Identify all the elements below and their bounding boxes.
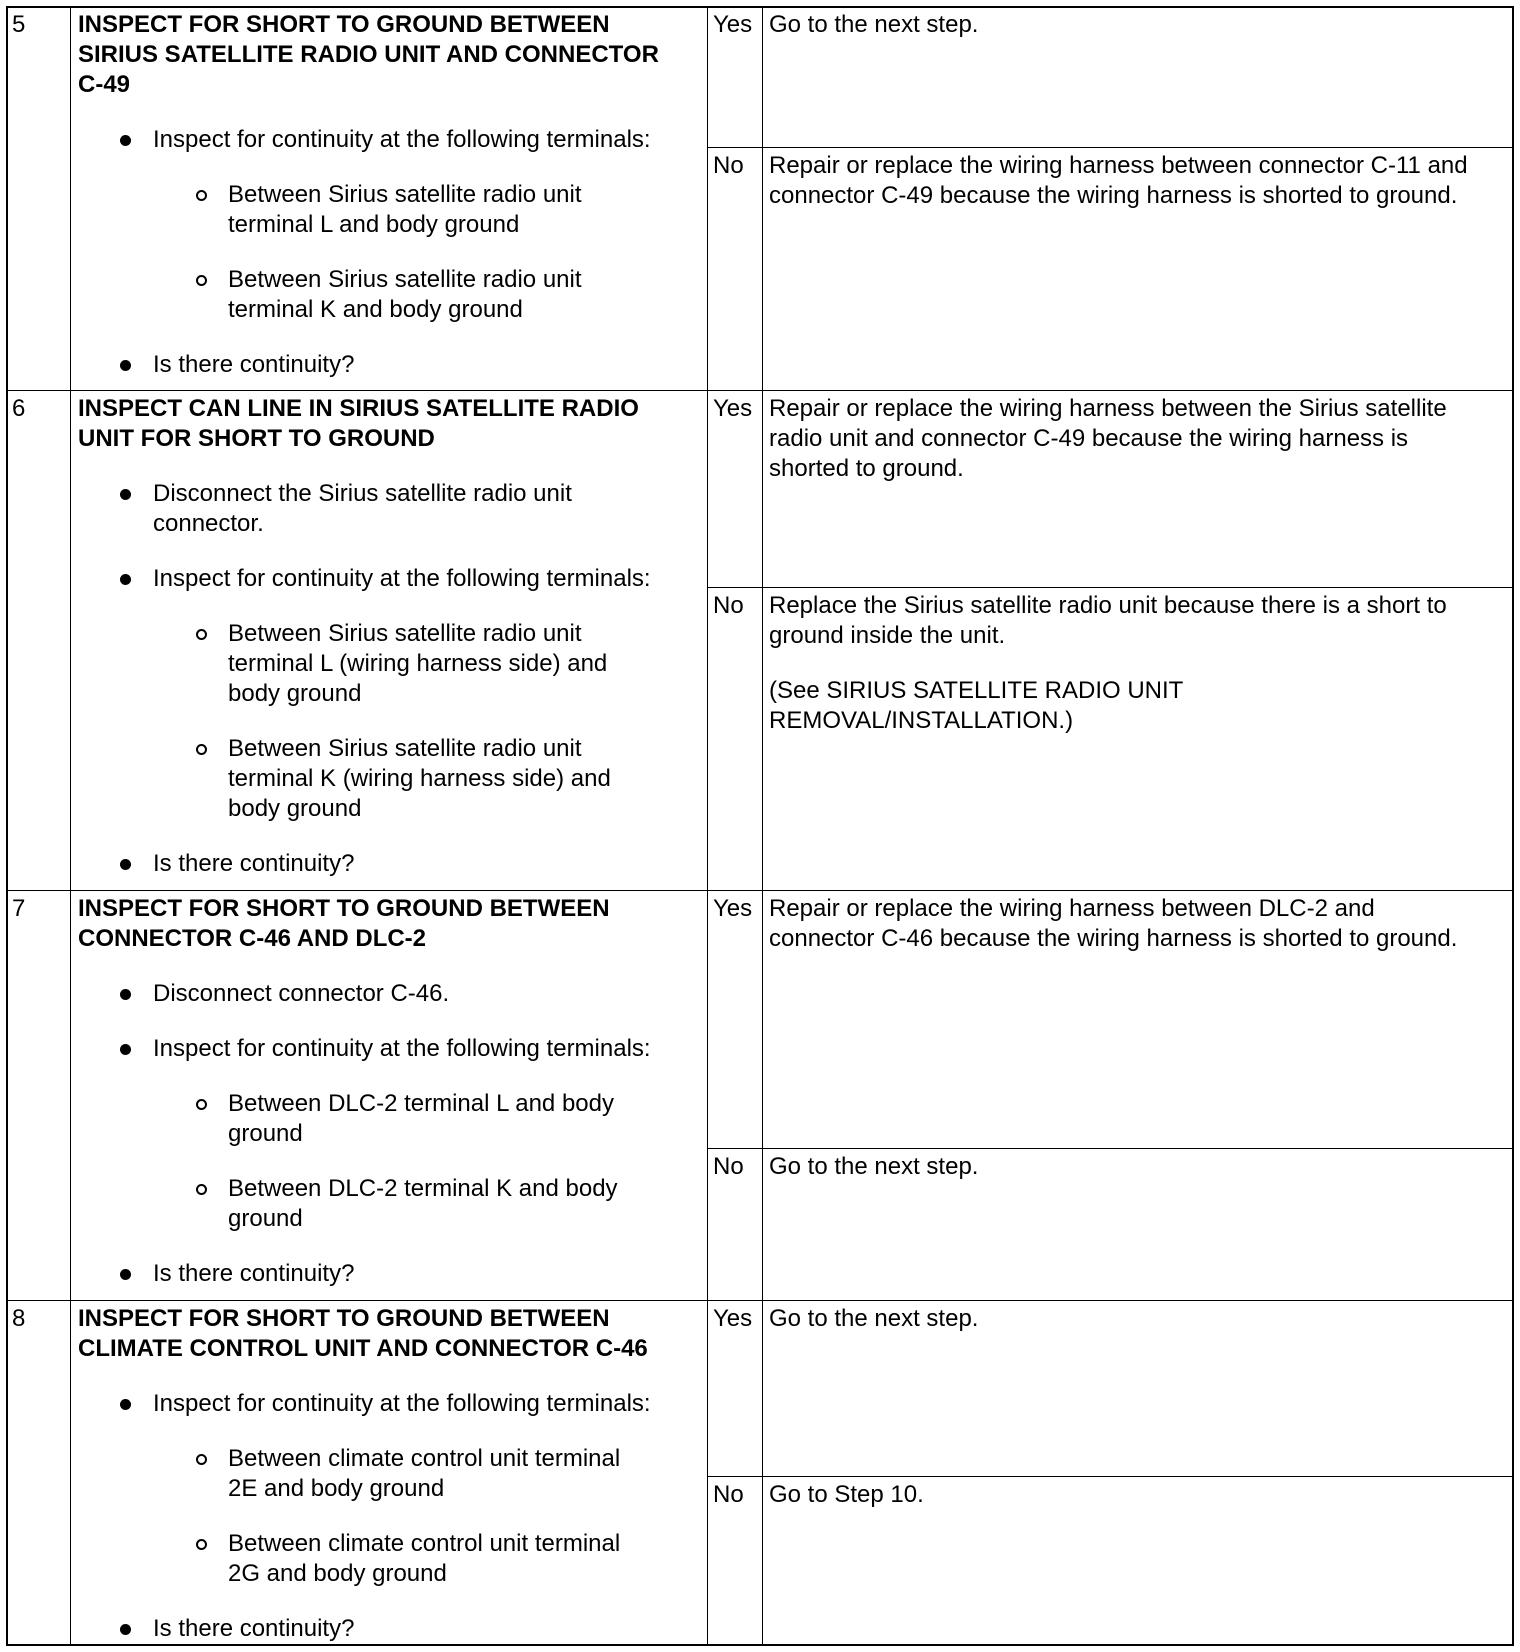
sub-bullet-text: Between climate control unit terminal (228, 1445, 621, 1472)
step-number: 6 (12, 395, 26, 422)
yes-label: Yes (713, 1305, 753, 1332)
sub-bullet-text: ground (228, 1120, 303, 1147)
yes-no-divider (707, 1476, 1512, 1477)
sub-bullet-text: terminal K (wiring harness side) and (228, 765, 611, 792)
yes-no-divider (707, 1148, 1512, 1149)
sub-bullet-text: terminal L and body ground (228, 211, 520, 238)
hollow-bullet-icon (196, 744, 207, 755)
row-divider (6, 390, 1514, 391)
hollow-bullet-icon (196, 1454, 207, 1465)
table-border-bottom (6, 1644, 1514, 1646)
row-divider (6, 890, 1514, 891)
yes-action-text: connector C-46 because the wiring harness is shorted to ground. (769, 925, 1458, 952)
step-title: CONNECTOR C-46 AND DLC-2 (78, 925, 427, 952)
step-number: 7 (12, 895, 26, 922)
bullet-text: connector. (153, 510, 264, 537)
row-divider (6, 1300, 1514, 1301)
column-divider-action (762, 6, 763, 1646)
yes-label: Yes (713, 395, 753, 422)
hollow-bullet-icon (196, 1539, 207, 1550)
bullet-text: Disconnect connector C-46. (153, 980, 450, 1007)
no-label: No (713, 152, 744, 179)
step-title: INSPECT FOR SHORT TO GROUND BETWEEN (78, 1305, 610, 1332)
sub-bullet-text: Between DLC-2 terminal K and body (228, 1175, 618, 1202)
hollow-bullet-icon (196, 275, 207, 286)
step-number: 5 (12, 11, 26, 38)
yes-label: Yes (713, 11, 753, 38)
bullet-text: Is there continuity? (153, 1615, 355, 1642)
no-action-text: Replace the Sirius satellite radio unit because there is a short to (769, 592, 1447, 619)
sub-bullet-text: body ground (228, 680, 362, 707)
bullet-icon (120, 489, 131, 500)
yes-no-divider (707, 587, 1512, 588)
yes-no-divider (707, 147, 1512, 148)
column-divider-number (70, 6, 71, 1646)
table-border-right (1512, 6, 1514, 1646)
yes-action-text: Repair or replace the wiring harness between DLC-2 and (769, 895, 1375, 922)
step-title: CLIMATE CONTROL UNIT AND CONNECTOR C-46 (78, 1335, 648, 1362)
table-border-left (6, 6, 8, 1646)
no-label: No (713, 1153, 744, 1180)
step-number: 8 (12, 1305, 26, 1332)
yes-action-text: shorted to ground. (769, 455, 964, 482)
sub-bullet-text: 2E and body ground (228, 1475, 445, 1502)
sub-bullet-text: Between Sirius satellite radio unit (228, 266, 582, 293)
bullet-text: Is there continuity? (153, 850, 355, 877)
sub-bullet-text: Between DLC-2 terminal L and body (228, 1090, 614, 1117)
bullet-icon (120, 1624, 131, 1635)
step-title: UNIT FOR SHORT TO GROUND (78, 425, 435, 452)
bullet-icon (120, 859, 131, 870)
bullet-icon (120, 574, 131, 585)
bullet-icon (120, 989, 131, 1000)
no-action-text: Go to Step 10. (769, 1481, 924, 1508)
sub-bullet-text: 2G and body ground (228, 1560, 447, 1587)
step-title: INSPECT CAN LINE IN SIRIUS SATELLITE RADIO (78, 395, 639, 422)
hollow-bullet-icon (196, 1184, 207, 1195)
step-title: INSPECT FOR SHORT TO GROUND BETWEEN (78, 895, 610, 922)
hollow-bullet-icon (196, 190, 207, 201)
sub-bullet-text: terminal L (wiring harness side) and (228, 650, 608, 677)
sub-bullet-text: Between Sirius satellite radio unit (228, 181, 582, 208)
bullet-text: Is there continuity? (153, 351, 355, 378)
sub-bullet-text: body ground (228, 795, 362, 822)
step-title: C-49 (78, 71, 131, 98)
hollow-bullet-icon (196, 1099, 207, 1110)
bullet-text: Disconnect the Sirius satellite radio unit (153, 480, 572, 507)
bullet-text: Inspect for continuity at the following terminals: (153, 565, 651, 592)
sub-bullet-text: Between Sirius satellite radio unit (228, 735, 582, 762)
no-label: No (713, 1481, 744, 1508)
hollow-bullet-icon (196, 629, 207, 640)
sub-bullet-text: Between climate control unit terminal (228, 1530, 621, 1557)
column-divider-result (707, 6, 708, 1646)
bullet-icon (120, 1399, 131, 1410)
no-action-text: Repair or replace the wiring harness between connector C-11 and (769, 152, 1468, 179)
bullet-icon (120, 1044, 131, 1055)
step-title: SIRIUS SATELLITE RADIO UNIT AND CONNECTOR (78, 41, 659, 68)
yes-action-text: radio unit and connector C-49 because the wiring harness is (769, 425, 1409, 452)
yes-action-text: Go to the next step. (769, 1305, 979, 1332)
bullet-icon (120, 360, 131, 371)
no-action-text: ground inside the unit. (769, 622, 1006, 649)
bullet-text: Inspect for continuity at the following terminals: (153, 1035, 651, 1062)
bullet-icon (120, 135, 131, 146)
bullet-text: Inspect for continuity at the following terminals: (153, 1390, 651, 1417)
sub-bullet-text: Between Sirius satellite radio unit (228, 620, 582, 647)
yes-label: Yes (713, 895, 753, 922)
bullet-text: Is there continuity? (153, 1260, 355, 1287)
step-title: INSPECT FOR SHORT TO GROUND BETWEEN (78, 11, 610, 38)
sub-bullet-text: terminal K and body ground (228, 296, 523, 323)
no-action-note: REMOVAL/INSTALLATION.) (769, 707, 1074, 734)
yes-action-text: Go to the next step. (769, 11, 979, 38)
no-action-text: connector C-49 because the wiring harness is shorted to ground. (769, 182, 1458, 209)
sub-bullet-text: ground (228, 1205, 303, 1232)
table-border-top (6, 6, 1514, 8)
bullet-icon (120, 1269, 131, 1280)
bullet-text: Inspect for continuity at the following terminals: (153, 126, 651, 153)
no-action-text: Go to the next step. (769, 1153, 979, 1180)
yes-action-text: Repair or replace the wiring harness between the Sirius satellite (769, 395, 1447, 422)
no-action-note: (See SIRIUS SATELLITE RADIO UNIT (769, 677, 1184, 704)
no-label: No (713, 592, 744, 619)
